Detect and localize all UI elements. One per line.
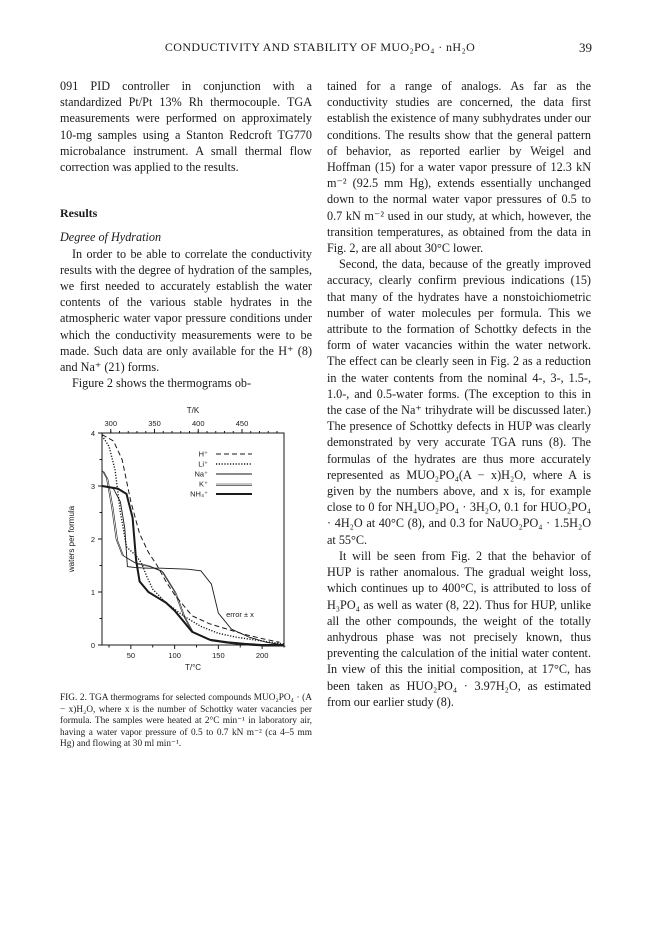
x-tick-label: 150 [212, 651, 225, 661]
y-axis-label: waters per formula [67, 506, 76, 573]
top-tick-label: 350 [148, 419, 161, 429]
series-line-4 [102, 486, 284, 645]
tga-thermogram-chart [60, 401, 312, 683]
right-column [327, 78, 591, 710]
paragraph-hup: It will be seen from Fig. 2 that the behavior of HUP is rather anomalous. The gradual weight loss, which continues up to 400°C, is attributed to loss of H₃PO₄ as well as water (8, 22). Thus for HUP, unlike all the other compounds, the weight of the totally anhydrous phase was not precisely known, thus preventing the calculation of the initial water content. In view of this the initial composition, at 17°C, has been taken as HUO₂PO₄ · 3.97H₂O, as estimated from our earlier study (8). [327, 548, 591, 709]
y-tick-label: 3 [90, 482, 95, 492]
top-tick-label: 300 [104, 419, 118, 429]
x-axis-label: T/°C [184, 663, 202, 673]
page-number: 39 [579, 40, 592, 55]
y-tick-label: 1 [90, 588, 95, 598]
y-tick-label: 4 [90, 429, 95, 439]
figure-2 [60, 401, 312, 683]
x-tick-label: 50 [126, 651, 136, 661]
running-title: CONDUCTIVITY AND STABILITY OF MUO₂PO₄ · nH₂O [164, 40, 476, 54]
paragraph-figure-intro: Figure 2 shows the thermograms ob- [72, 376, 252, 391]
legend-label: K⁺ [199, 479, 208, 489]
series-line-2 [102, 486, 284, 645]
top-tick-label: 450 [235, 419, 249, 429]
error-annotation: error ± x [226, 610, 254, 620]
paragraph-method-end: 091 PID controller in conjunction with a standardized Pt/Pt 13% Rh thermocouple. TGA measurements were performed on approximately 10-mg samples using a Stanton Redcroft TG770 microbalance instrument. A small thermal flow correction was applied to the results. [60, 79, 312, 175]
section-heading-results: Results [60, 206, 98, 221]
legend-label: H⁺ [198, 449, 208, 459]
y-tick-label: 0 [90, 641, 95, 651]
legend-label: Li⁺ [198, 459, 208, 469]
paragraph-schottky: Second, the data, because of the greatly improved accuracy, clearly confirm previous indications (15) that many of the hydrates have a nonstoichiometric number of water molecules per formula. This we attribute to the formation of Schottky defects in the form of water vacancies within the water network. The effect can be clearly seen in Fig. 2 as a reduction in the water contents from the nominal 4-, 3-, 1.5-, 1.0-, and 0.5-water forms. (The exception to this in the case of the Na⁺ trihydrate will be discussed later.) The presence of Schottky defects in HUP was clearly demonstrated by very accurate TGA runs (8). The formulas of the hydrates are thus more accurately represented as MUO₂PO₄(A − x)H₂O, where A is given by the numbers above, and x is, for example close to 0 for NH₄UO₂PO₄ · 3H₂O, 0.1 for HUO₂PO₄ · 4H₂O at 40°C (8), and 0.3 for NaUO₂PO₄ · 1.5H₂O at 55°C. [327, 257, 591, 547]
paragraph-analogs: tained for a range of analogs. As far as the conductivity studies are concerned, the data first establish the existence of many subhydrates under our conditions. The results show that the general pattern of behavior, as reported earlier by Weigel and Hoffman (15) for a water vapor pressure of 12.3 kN m⁻² (92.5 mm Hg), extends essentially unchanged down to the normal water vapor pressures of 0.5 to 0.7 kN m⁻² used in our study, at which, however, the transition temperatures, as obtained from the data in Fig. 2, are all about 30°C lower. [327, 79, 591, 256]
series-line-1 [102, 436, 284, 644]
top-tick-label: 400 [191, 419, 205, 429]
plot-frame [102, 433, 284, 645]
legend-label: Na⁺ [194, 469, 208, 479]
subsection-heading: Degree of Hydration [60, 230, 162, 245]
legend-label: NH₄⁺ [190, 489, 208, 499]
x-tick-label: 200 [255, 651, 269, 661]
top-axis-label: T/K [186, 406, 200, 416]
left-column [60, 78, 312, 750]
figure-caption: FIG. 2. TGA thermograms for selected compounds MUO₂PO₄ · (A − x)H₂O, where x is the number of Schottky water vacancies per formula. The samples were heated at 2°C min⁻¹ in laboratory air, having a water vapor pressure of 0.5 to 0.7 kN m⁻² (ca 4–5 mm Hg) and flowing at 30 ml min⁻¹. [60, 693, 312, 750]
paragraph-hydration: In order to be able to correlate the conductivity results with the degree of hydration of the samples, we first needed to accurately establish the water contents of the various stable hydrates in the atmospheric water vapor pressure conditions under which the conductivity measurements were to be made. Such data are only available for the H⁺ (8) and Na⁺ (21) forms. [60, 246, 312, 375]
y-tick-label: 2 [90, 535, 95, 545]
x-tick-label: 100 [168, 651, 181, 661]
